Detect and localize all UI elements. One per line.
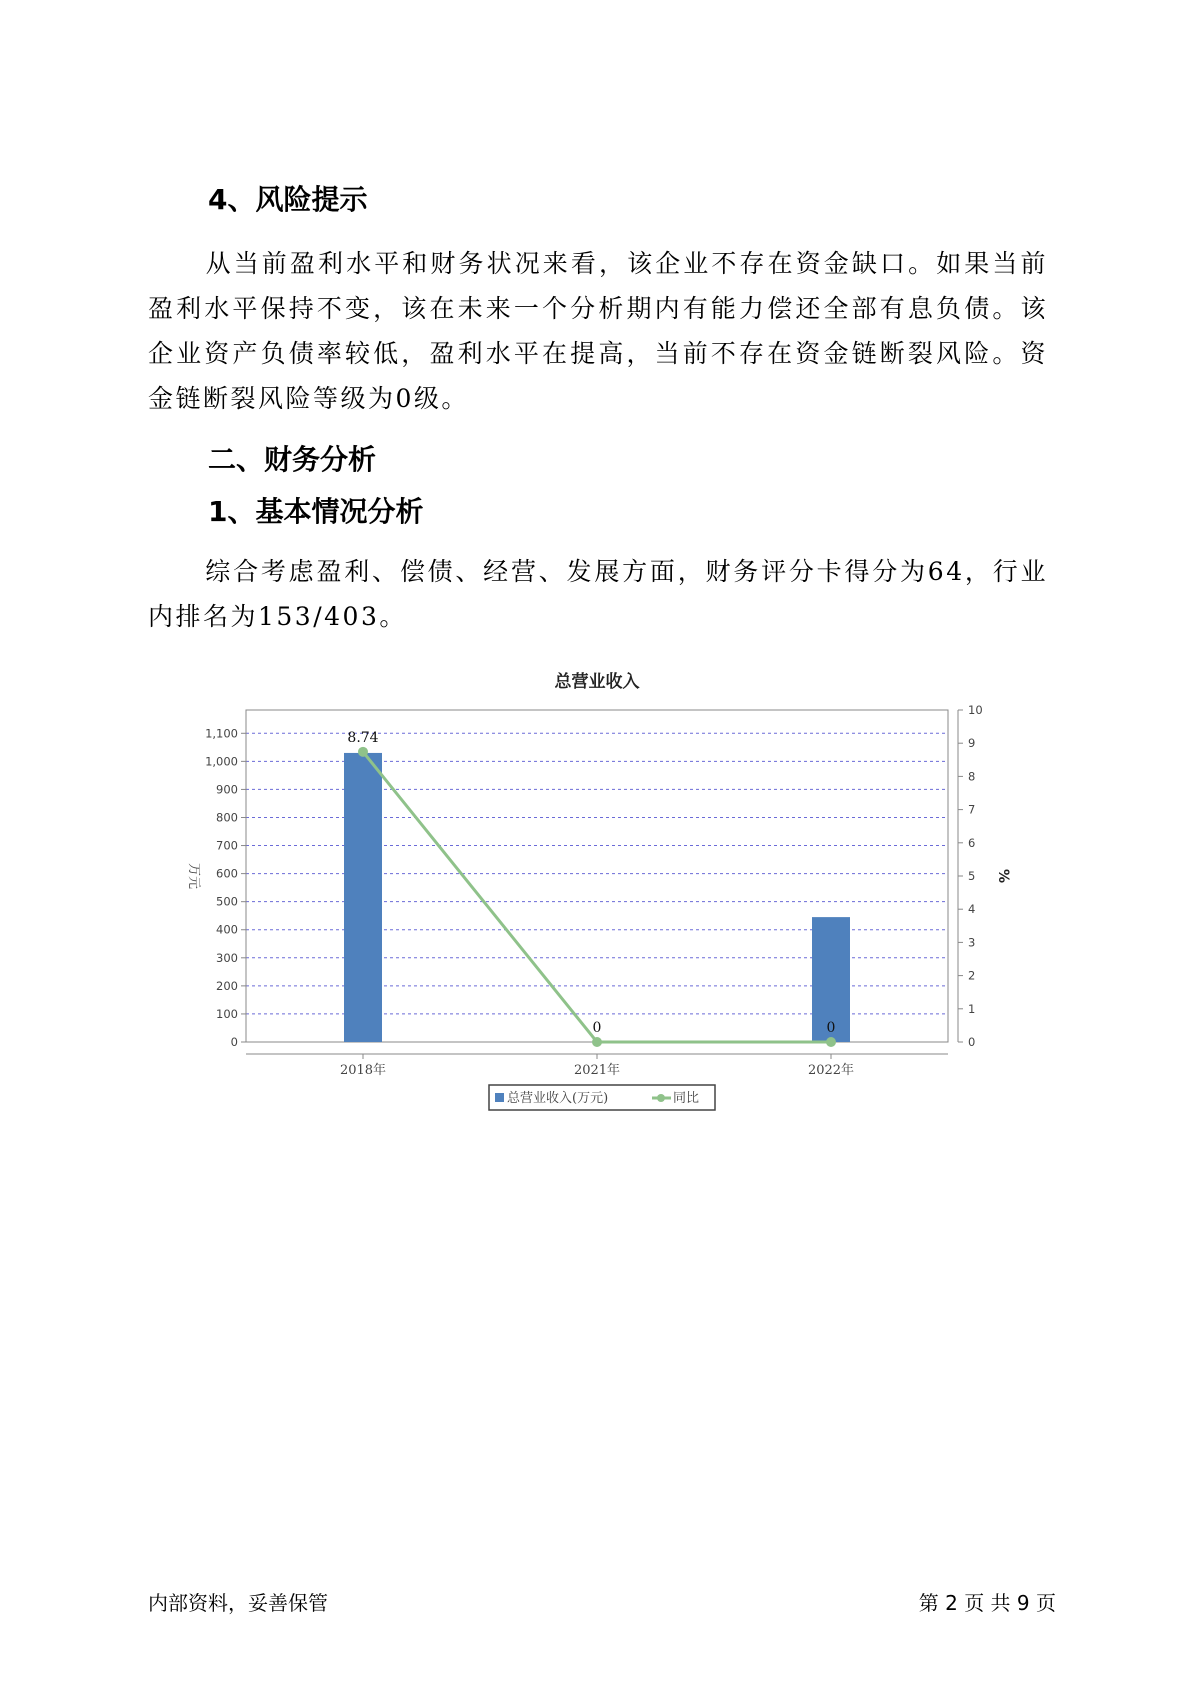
x-tick-label: 2022年 — [807, 1063, 855, 1078]
bar-revenue — [344, 753, 382, 1042]
section-heading-basic: 1、基本情况分析 — [208, 495, 424, 528]
y2-tick-label: 1 — [968, 1001, 976, 1016]
y-tick-label: 0 — [230, 1035, 238, 1049]
point-yoy — [358, 747, 368, 757]
y-axis-label: 万元 — [186, 862, 201, 890]
y2-tick-label: 7 — [968, 802, 976, 817]
data-label-yoy: 0 — [826, 1020, 836, 1036]
y2-tick-label: 10 — [968, 703, 983, 717]
y-tick-label: 300 — [216, 950, 238, 965]
y-tick-label: 900 — [216, 782, 238, 797]
line-yoy — [363, 752, 831, 1042]
y2-tick-label: 5 — [968, 869, 976, 883]
y-tick-label: 100 — [216, 1006, 238, 1021]
y2-axis-label: % — [995, 868, 1011, 884]
y-tick-label: 1,000 — [205, 754, 238, 769]
y-tick-label: 1,100 — [205, 726, 238, 741]
chart-title: 总营业收入 — [554, 672, 640, 692]
y-tick-label: 500 — [216, 894, 238, 909]
y2-tick-label: 0 — [968, 1035, 976, 1049]
y-tick-label: 200 — [216, 978, 238, 993]
legend-swatch-revenue — [495, 1093, 504, 1102]
point-yoy — [592, 1037, 602, 1047]
basic-text: 综合考虑盈利、偿债、经营、发展方面，财务评分卡得分为64，行业内排名为153/403。 — [148, 557, 1048, 631]
revenue-chart — [160, 660, 1040, 1120]
y2-tick-label: 4 — [968, 902, 976, 917]
risk-paragraph — [148, 241, 1048, 421]
legend-label-revenue: 总营业收入(万元) — [507, 1091, 609, 1106]
point-yoy — [826, 1037, 836, 1047]
y2-tick-label: 2 — [968, 968, 976, 983]
data-label-yoy: 0 — [592, 1020, 602, 1036]
y-tick-label: 400 — [216, 922, 238, 937]
section-heading-risk: 4、风险提示 — [208, 183, 368, 216]
y2-tick-label: 8 — [968, 769, 976, 784]
y-tick-label: 700 — [216, 838, 238, 853]
revenue-chart-svg — [160, 660, 1040, 1120]
risk-text: 从当前盈利水平和财务状况来看，该企业不存在资金缺口。如果当前盈利水平保持不变，该在未来一个分析期内有能力偿还全部有息负债。该企业资产负债率较低，盈利水平在提高，当前不存在资金链断裂风险。资金链断裂风险等级为0级。 — [148, 249, 1048, 413]
y-tick-label: 800 — [216, 810, 238, 825]
y2-tick-label: 9 — [968, 736, 976, 751]
basic-paragraph — [148, 549, 1048, 639]
y-tick-label: 600 — [216, 866, 238, 881]
y2-tick-label: 3 — [968, 935, 976, 950]
x-tick-label: 2018年 — [339, 1063, 387, 1078]
x-tick-label: 2021年 — [573, 1063, 621, 1078]
footer-page-number: 第 2 页 共 9 页 — [918, 1591, 1056, 1615]
data-label-yoy: 8.74 — [347, 729, 379, 746]
legend-label-yoy: 同比 — [673, 1091, 700, 1106]
section-heading-finance: 二、财务分析 — [208, 443, 377, 476]
legend-marker-yoy — [657, 1094, 665, 1102]
footer-confidential: 内部资料，妥善保管 — [148, 1591, 328, 1615]
y2-tick-label: 6 — [968, 835, 976, 850]
